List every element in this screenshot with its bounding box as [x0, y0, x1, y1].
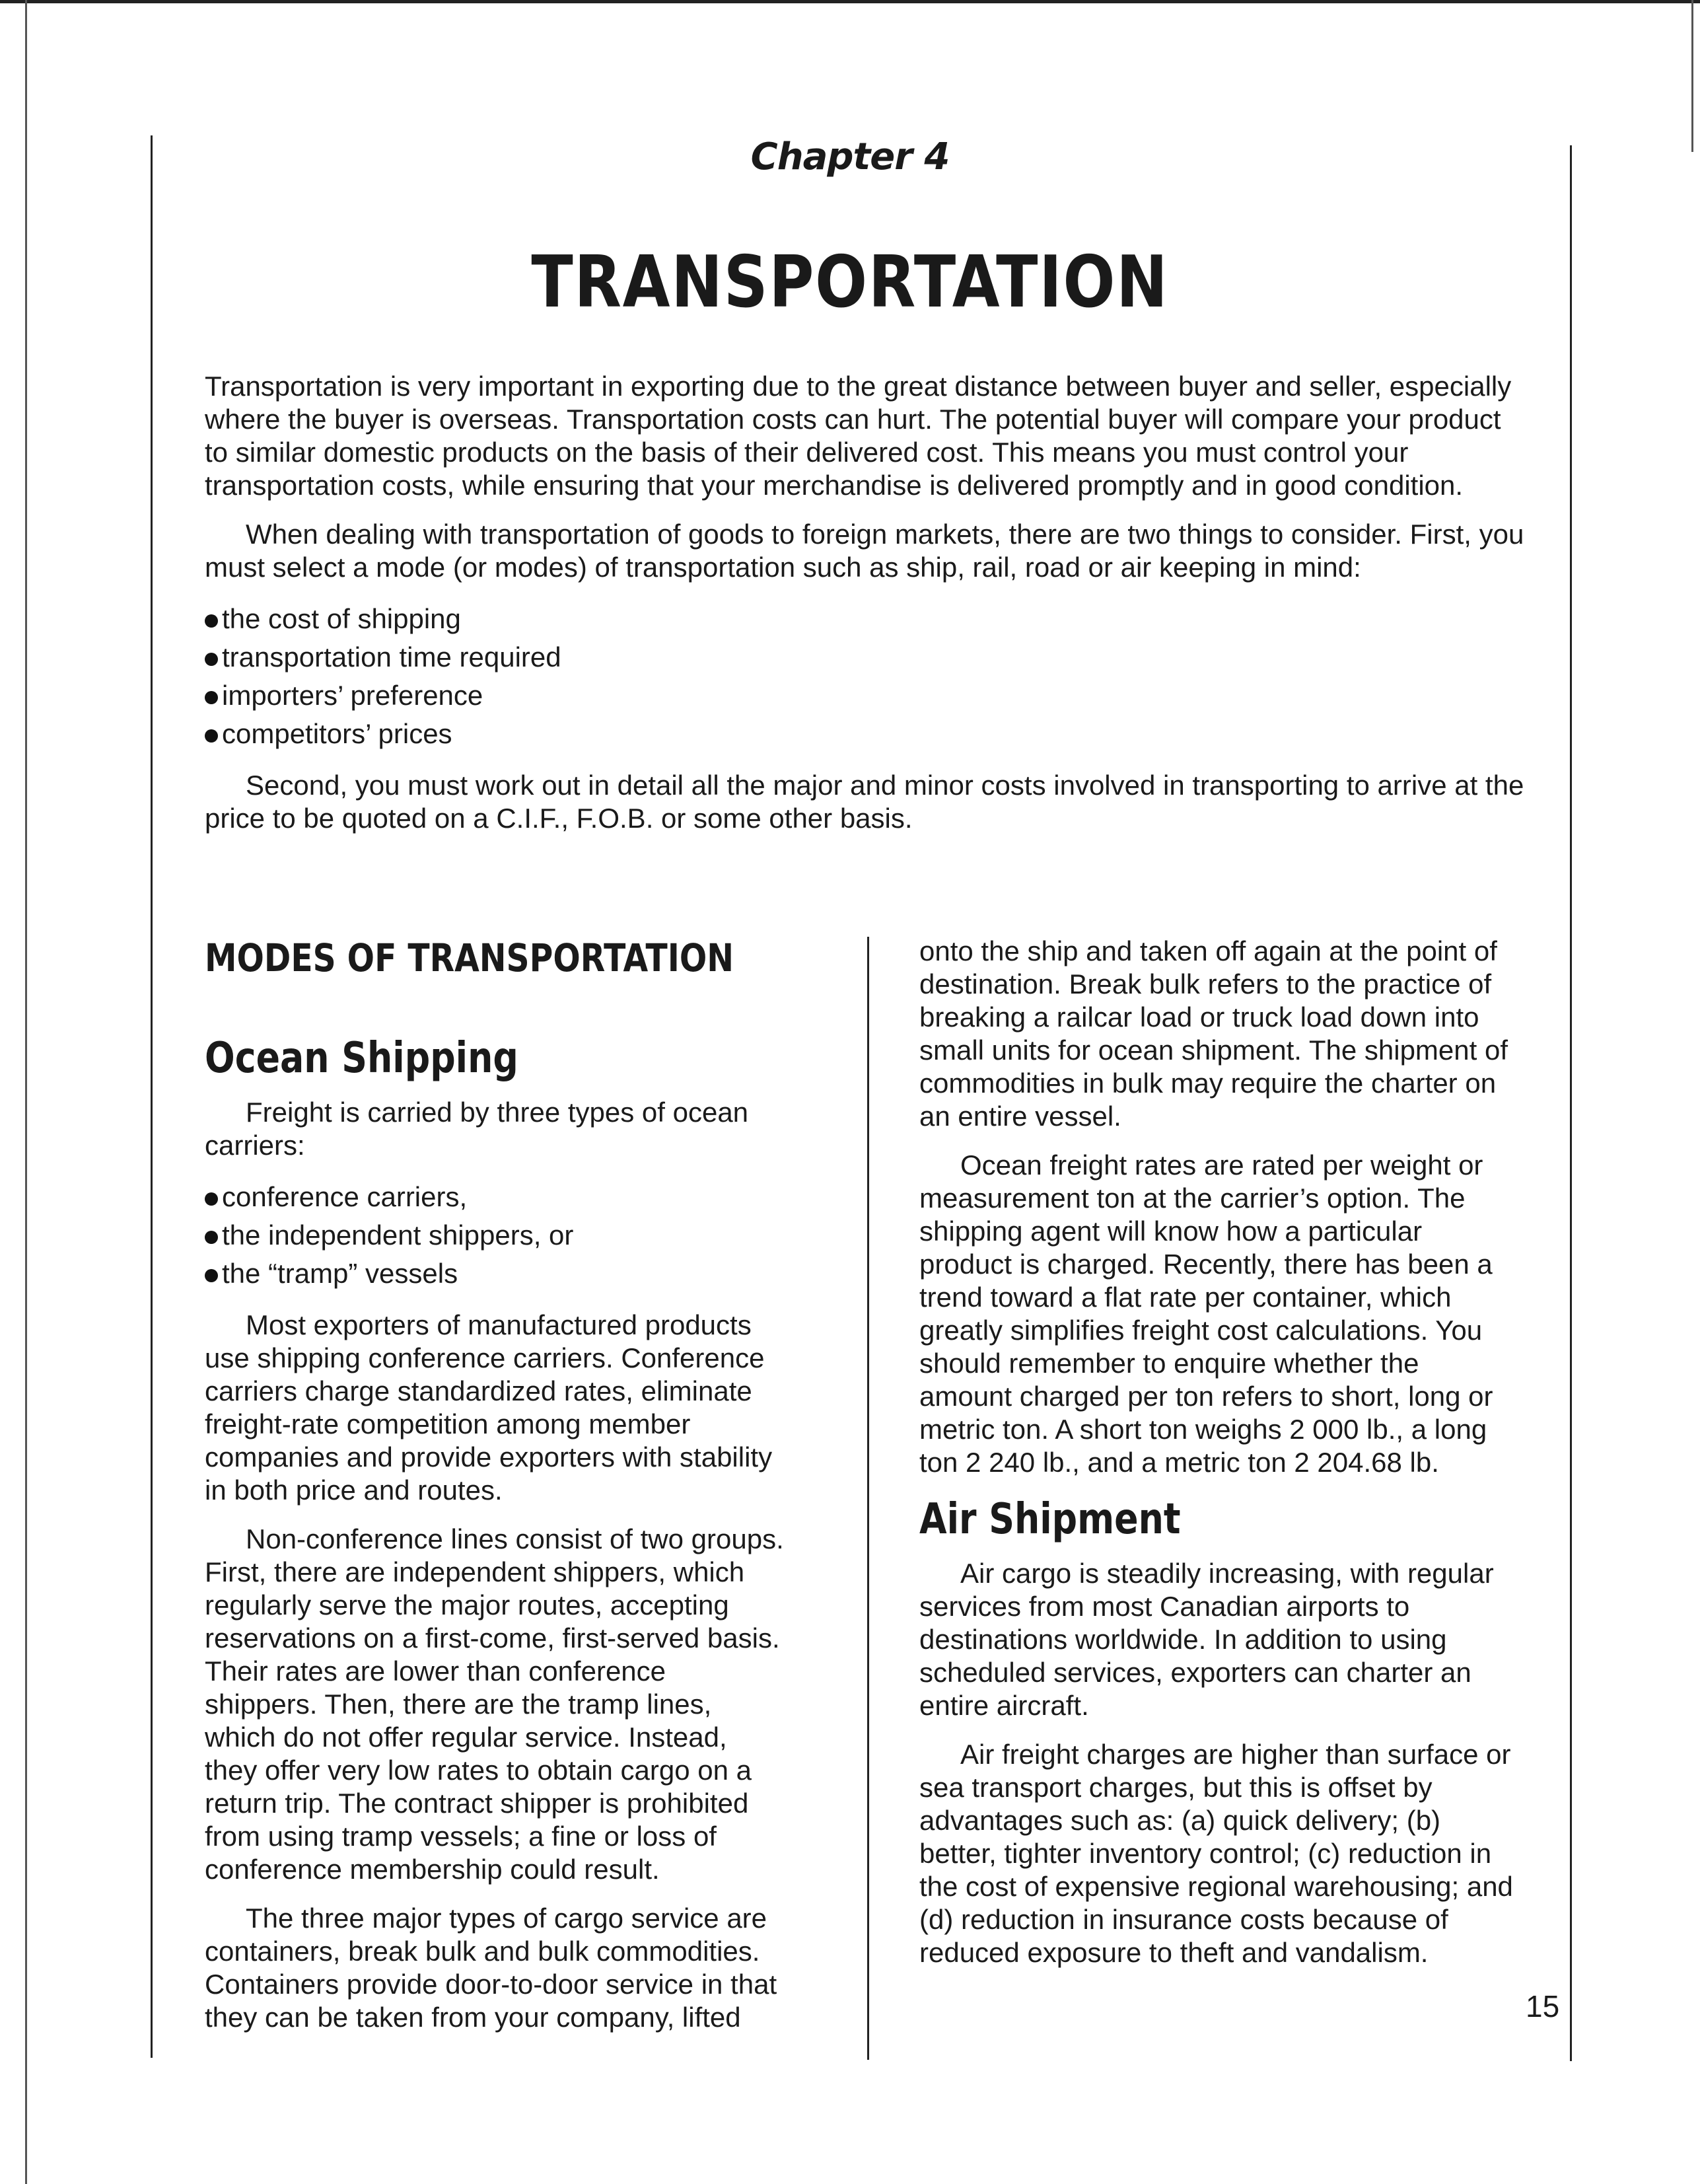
ocean-paragraph-3: Non-conference lines consist of two groups. First, there are independent shippers, which regularly serve the major routes, accepting reservations on a first-come, first-served basis. Their rates are lower than conference shippers. Then, there are the tramp lines, which do not offer regular service. Instead, they offer very low rates to obtain cargo on a return trip. The contract shipper is prohibited from using tramp vessels; a fine or loss of conference membership could result. — [205, 1523, 784, 1885]
page-frame-right-rule — [1570, 145, 1572, 2061]
list-item: competitors’ prices — [205, 715, 1526, 753]
right-column — [919, 935, 1514, 1985]
chapter-label: Chapter 4 — [750, 135, 950, 178]
air-paragraph-1: Air cargo is steadily increasing, with regular services from most Canadian airports to destinations worldwide. In addition to using scheduled services, exporters can charter an entire aircraft. — [919, 1558, 1494, 1721]
list-item: importers’ preference — [205, 676, 1526, 715]
intro-bullet-list — [205, 600, 1526, 753]
subsection-heading-ocean: Ocean Shipping — [205, 1034, 518, 1083]
list-item: the “tramp” vessels — [205, 1255, 786, 1293]
column-divider-rule — [867, 937, 869, 2060]
page-title: TRANSPORTATION — [531, 241, 1169, 324]
air-paragraph-2: Air freight charges are higher than surface or sea transport charges, but this is offset by advantages such as: (a) quick delivery; (b) better, tighter inventory control; (c) reduction in the cost of expensive regional warehousing; and (d) reduction in insurance costs because of reduced exposure to theft and vandalism. — [919, 1739, 1513, 1968]
scan-right-edge — [1691, 0, 1693, 152]
ocean-paragraph-1: Freight is carried by three types of ocean carriers: — [205, 1097, 749, 1161]
list-item: the independent shippers, or — [205, 1216, 786, 1255]
scan-left-edge — [25, 0, 27, 2184]
intro-paragraph-2: When dealing with transportation of goods to foreign markets, there are two things to consider. First, you must select a mode (or modes) of transportation such as ship, rail, road or air keeping in mind: — [205, 519, 1524, 583]
ocean-paragraph-5: Ocean freight rates are rated per weight or measurement ton at the carrier’s option. The shipping agent will know how a particular product is charged. Recently, there has been a trend toward a flat rate per container, which greatly simplifies freight cost calculations. You should remember to enquire whether the amount charged per ton refers to short, long or metric ton. A short ton weighs 2 000 lb., a long ton 2 240 lb., and a metric ton 2 204.68 lb. — [919, 1149, 1493, 1478]
intro-paragraph-1: Transportation is very important in exporting due to the great distance between buyer and seller, especially where the buyer is overseas. Transportation costs can hurt. The potential buyer will compare your product to similar domestic products on the basis of their delivered cost. This means you must control your transportation costs, while ensuring that your merchandise is delivered promptly and in good condition. — [205, 371, 1512, 501]
list-item: the cost of shipping — [205, 600, 1526, 638]
ocean-paragraph-4: The three major types of cargo service are containers, break bulk and bulk commodities. Containers provide door-to-door service in that they can be taken from your company, lifted — [205, 1903, 777, 2033]
ocean-paragraph-2: Most exporters of manufactured products use shipping conference carriers. Conference carriers charge standardized rates, eliminate freight-rate competition among member companies and provide exporters with stability in both price and routes. — [205, 1309, 773, 1506]
top-border-rule — [0, 0, 1700, 3]
list-item: transportation time required — [205, 638, 1526, 676]
page-number: 15 — [1526, 1989, 1560, 2023]
subsection-heading-air: Air Shipment — [919, 1495, 1181, 1544]
left-column — [205, 935, 786, 2050]
list-item: conference carriers, — [205, 1178, 786, 1216]
section-heading: MODES OF TRANSPORTATION — [205, 935, 734, 980]
intro-paragraph-3: Second, you must work out in detail all the major and minor costs involved in transporting to arrive at the price to be quoted on a C.I.F., F.O.B. or some other basis. — [205, 770, 1524, 834]
intro-section — [205, 370, 1526, 851]
ocean-bullet-list — [205, 1178, 786, 1293]
page-frame-left-rule — [151, 135, 153, 2058]
ocean-paragraph-4-continued: onto the ship and taken off again at the point of destination. Break bulk refers to the practice of breaking a railcar load or truck load down into small units for ocean shipment. The shipment of commodities in bulk may require the charter on an entire vessel. — [919, 935, 1508, 1132]
